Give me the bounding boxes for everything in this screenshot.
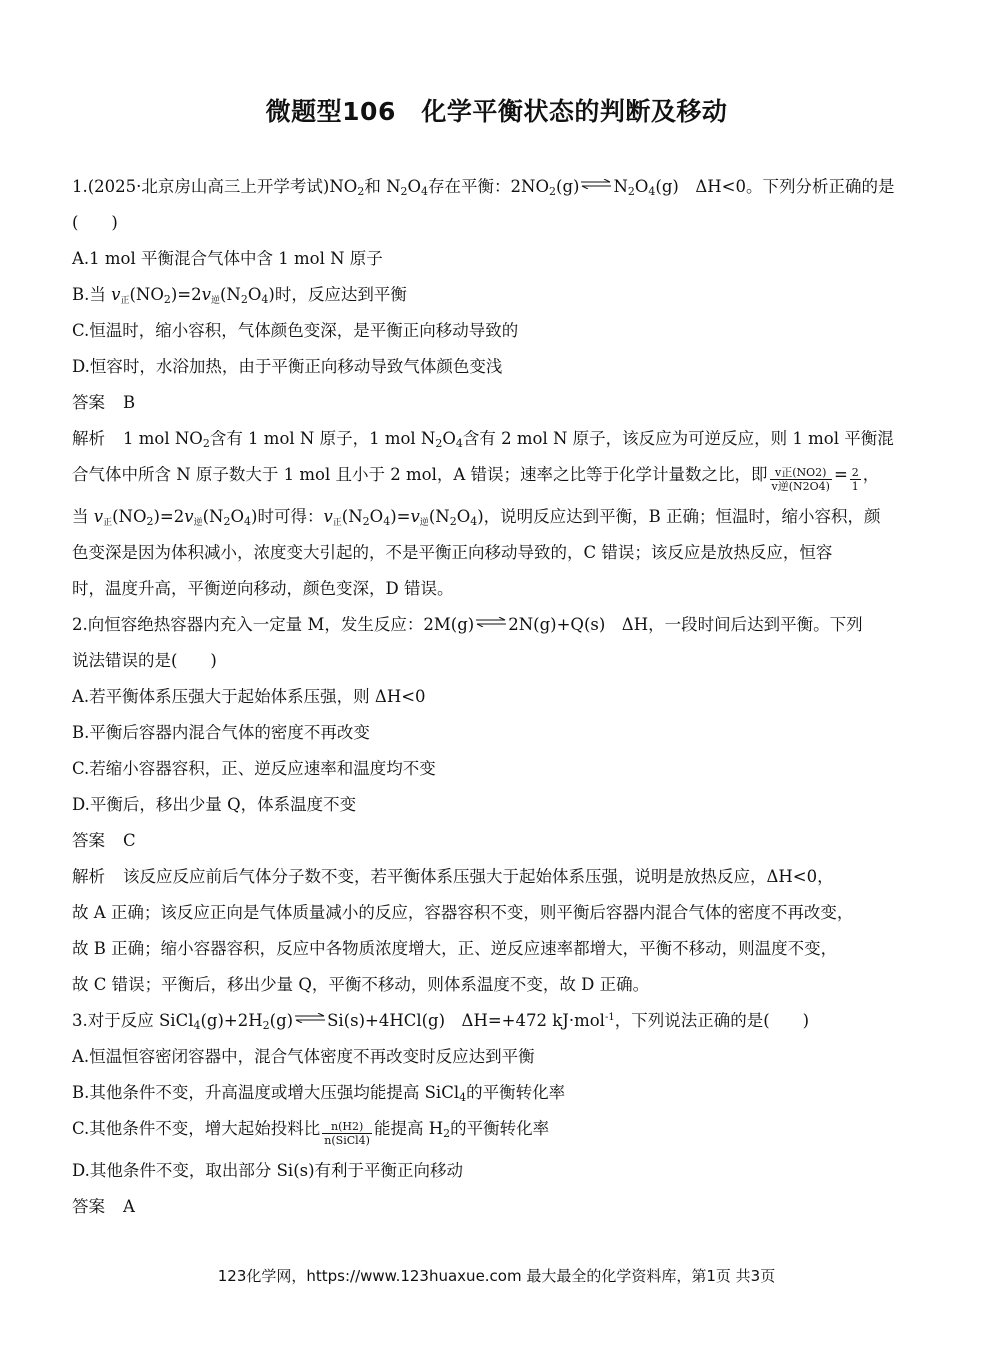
document-body (72, 176, 942, 1232)
q1-paren: ( ) (72, 213, 118, 232)
q2-explanation-line3: 故 B 正确；缩小容器容积，反应中各物质浓度增大，正、逆反应速率都增大，平衡不移动，则温度不变， (72, 939, 838, 958)
q2-option-d: D.平衡后，移出少量 Q，体系温度不变 (72, 795, 357, 814)
q3-option-b: B.其他条件不变，升高温度或增大压强均能提高 SiCl$_4$的平衡转化率 (72, 1083, 566, 1104)
q2-answer: 答案 C (72, 831, 136, 850)
q1-option-a: A.1 mol 平衡混合气体中含 1 mol N 原子 (72, 249, 383, 268)
q2-explanation-line2: 故 A 正确；该反应正向是气体质量减小的反应，容器容积不变，则平衡后容器内混合气体的密度不再改变， (72, 903, 854, 922)
rate-ratio-fraction: $\frac{\text{v正(NO2)}}{\text{v逆(N2O4)}}$ (771, 466, 830, 493)
q3-option-a: A.恒温恒容密闭容器中，混合气体密度不再改变时反应达到平衡 (72, 1047, 535, 1066)
q3-answer: 答案 A (72, 1197, 135, 1216)
q2-option-b: B.平衡后容器内混合气体的密度不再改变 (72, 723, 370, 742)
page-footer: 123化学网，https://www.123huaxue.com 最大最全的化学资料库，第1页 共3页 (217, 1267, 776, 1285)
q1-option-b: B.当 v正$(NO_2)=2v$逆$(N_2O_4)$时，反应达到平衡 (72, 285, 407, 306)
ratio-fraction: $\frac{2}{1}$ (851, 466, 859, 493)
q1-option-d: D.恒容时，水浴加热，由于平衡正向移动导致气体颜色变浅 (72, 357, 503, 376)
q2-explanation-line1: 解析 该反应反应前后气体分子数不变，若平衡体系压强大于起始体系压强，说明是放热反应，ΔH<0， (72, 867, 834, 886)
equilibrium-arrow-icon (476, 617, 506, 627)
q2-option-c: C.若缩小容器容积，正、逆反应速率和温度均不变 (72, 759, 436, 778)
equilibrium-arrow-icon (295, 1013, 325, 1023)
page-title: 微题型106 化学平衡状态的判断及移动 (265, 97, 728, 126)
feed-ratio-fraction: $\frac{n(H2)}{\text{n(SiCl4)}}$ (324, 1120, 370, 1147)
q2-option-a: A.若平衡体系压强大于起始体系压强，则 ΔH<0 (72, 687, 426, 706)
q3-option-d: D.其他条件不变，取出部分 Si(s)有利于平衡正向移动 (72, 1161, 464, 1180)
q2-stem-line1: 2.向恒容绝热容器内充入一定量 M，发生反应：2M(g) 2N(g)+Q(s) ΔH，一段时间后达到平衡。下列 (72, 615, 863, 634)
q1-answer: 答案 B (72, 393, 136, 412)
q1-explanation-line2: 合气体中所含 N 原子数大于 1 mol 且小于 2 mol，A 错误；速率之比等于化学计量数之比，即 $\frac{\text{v正(NO2)}}{\text{v逆(N2O4)}}$ = $\frac{2}{1}$ ， (72, 465, 880, 493)
q1-explanation-line5: 时，温度升高，平衡逆向移动，颜色变深，D 错误。 (72, 579, 454, 598)
q1-explanation-line4: 色变深是因为体积减小，浓度变大引起的，不是平衡正向移动导致的，C 错误；该反应是放热反应，恒容 (72, 543, 833, 562)
q1-explanation-line3: 当 v正$(NO_2)=2v$逆$(N_2O_4)$时可得：v正$(N_2O_4)=v$逆$(N_2O_4)$，说明反应达到平衡，B 正确；恒温时，缩小容积，颜 (72, 507, 881, 528)
q1-option-c: C.恒温时，缩小容积，气体颜色变深，是平衡正向移动导致的 (72, 321, 519, 340)
q2-explanation-line4: 故 C 错误；平衡后，移出少量 Q，平衡不移动，则体系温度不变，故 D 正确。 (72, 975, 650, 994)
q3-stem: 3.对于反应 $SiCl_4(g)+2H_2(g)$ Si(s)+4HCl(g) ΔH=+472 kJ·mol$^{-1}$，下列说法正确的是( ) (72, 1011, 810, 1032)
q2-stem-line2: 说法错误的是( ) (72, 651, 217, 670)
q1-explanation-line1: 解析 1 mol $NO_2$含有 1 mol N 原子，1 mol $N_2O_4$含有 2 mol N 原子，该反应为可逆反应，则 1 mol 平衡混 (72, 429, 894, 450)
q1-stem-line1: 1.(2025·北京房山高三上开学考试)$NO_2$和 $N_2O_4$存在平衡：$2NO_2(g)$ $N_2O_4(g)$ ΔH<0。下列分析正确的是 (72, 177, 895, 198)
q3-option-c: C.其他条件不变，增大起始投料比 $\frac{n(H2)}{\text{n(SiCl4)}}$ 能提高 $H_2$的平衡转化率 (72, 1119, 550, 1147)
equilibrium-arrow-icon (581, 179, 611, 189)
